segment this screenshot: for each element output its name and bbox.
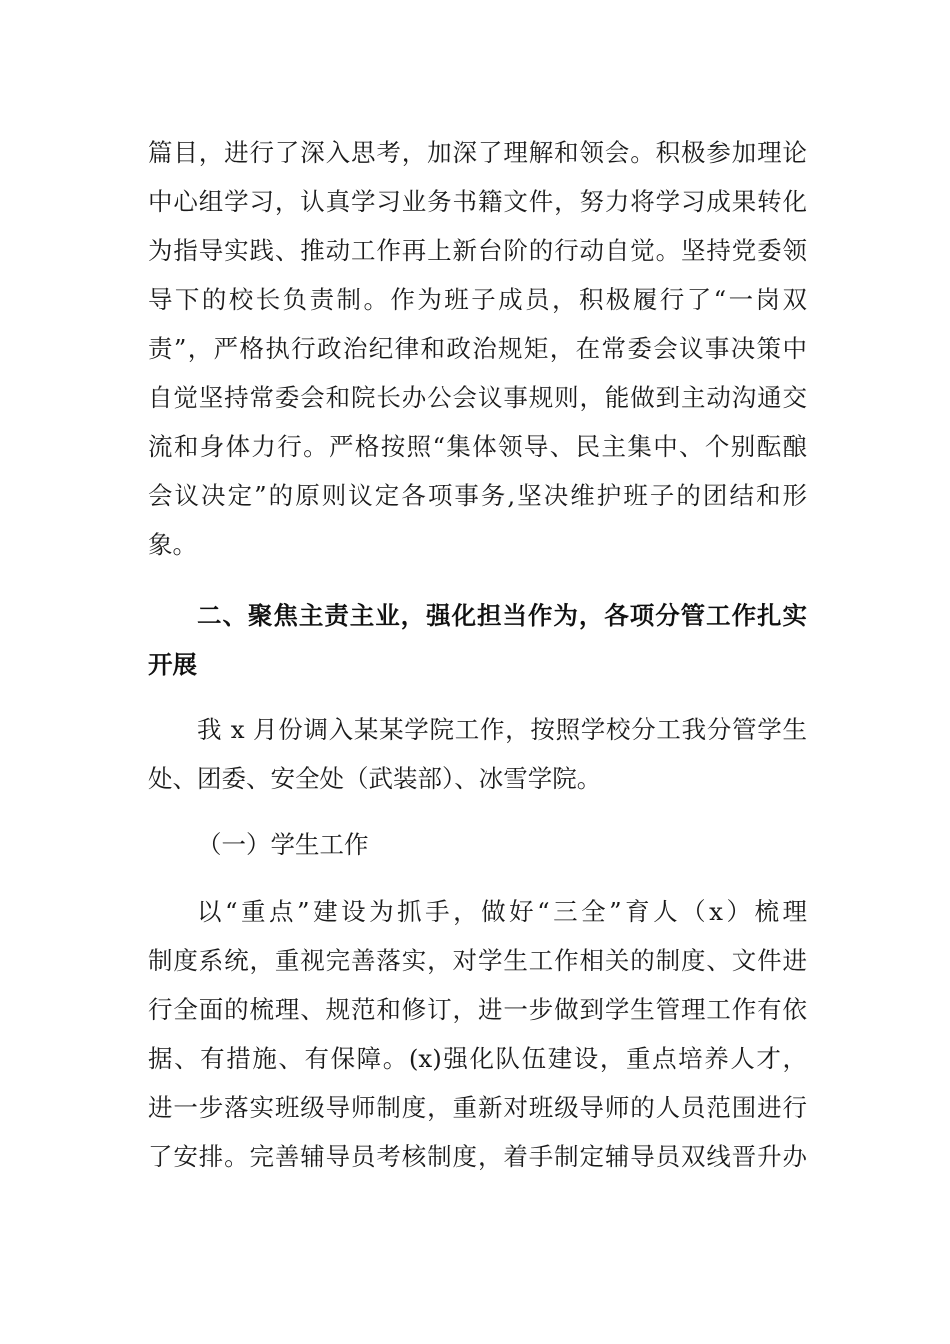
paragraph-2-line-2: 处、团委、安全处（武装部）、冰雪学院。 bbox=[148, 764, 602, 793]
paragraph-3-line-3: 行全面的梳理、规范和修订，进一步做到学生管理工作有依 bbox=[148, 995, 807, 1024]
paragraph-1-line-7: 流和身体力行。严格按照“集体领导、民主集中、个别酝酿 bbox=[148, 432, 807, 461]
paragraph-1-line-2: 中心组学习，认真学习业务书籍文件，努力将学习成果转化 bbox=[148, 187, 807, 216]
paragraph-3-line-4: 据、有措施、有保障。(x)强化队伍建设，重点培养人才， bbox=[148, 1044, 807, 1073]
paragraph-3-line-6: 了安排。完善辅导员考核制度，着手制定辅导员双线晋升办 bbox=[148, 1142, 807, 1171]
paragraph-1-line-5: 责”，严格执行政治纪律和政治规矩，在常委会议事决策中 bbox=[148, 334, 807, 363]
paragraph-3-line-1: 以“重点”建设为抓手，做好“三全”育人（x）梳理 bbox=[197, 897, 807, 926]
paragraph-1-line-8: 会议决定”的原则议定各项事务,坚决维护班子的团结和形 bbox=[148, 481, 807, 510]
paragraph-1-line-6: 自觉坚持常委会和院长办公会议事规则，能做到主动沟通交 bbox=[148, 383, 807, 412]
paragraph-1-line-9: 象。 bbox=[148, 530, 197, 559]
paragraph-1-line-3: 为指导实践、推动工作再上新台阶的行动自觉。坚持党委领 bbox=[148, 236, 807, 265]
paragraph-2-line-1: 我 x 月份调入某某学院工作，按照学校分工我分管学生 bbox=[197, 715, 807, 744]
subheading-student-work: （一）学生工作 bbox=[197, 830, 369, 859]
section-heading-line-2: 开展 bbox=[148, 650, 197, 679]
paragraph-3-line-5: 进一步落实班级导师制度，重新对班级导师的人员范围进行 bbox=[148, 1093, 807, 1122]
paragraph-1-line-4: 导下的校长负责制。作为班子成员，积极履行了“一岗双 bbox=[148, 285, 807, 314]
section-heading-line-1: 二、聚焦主责主业，强化担当作为，各项分管工作扎实 bbox=[197, 601, 807, 630]
paragraph-1-line-1: 篇目，进行了深入思考，加深了理解和领会。积极参加理论 bbox=[148, 138, 807, 167]
paragraph-3-line-2: 制度系统，重视完善落实，对学生工作相关的制度、文件进 bbox=[148, 946, 807, 975]
